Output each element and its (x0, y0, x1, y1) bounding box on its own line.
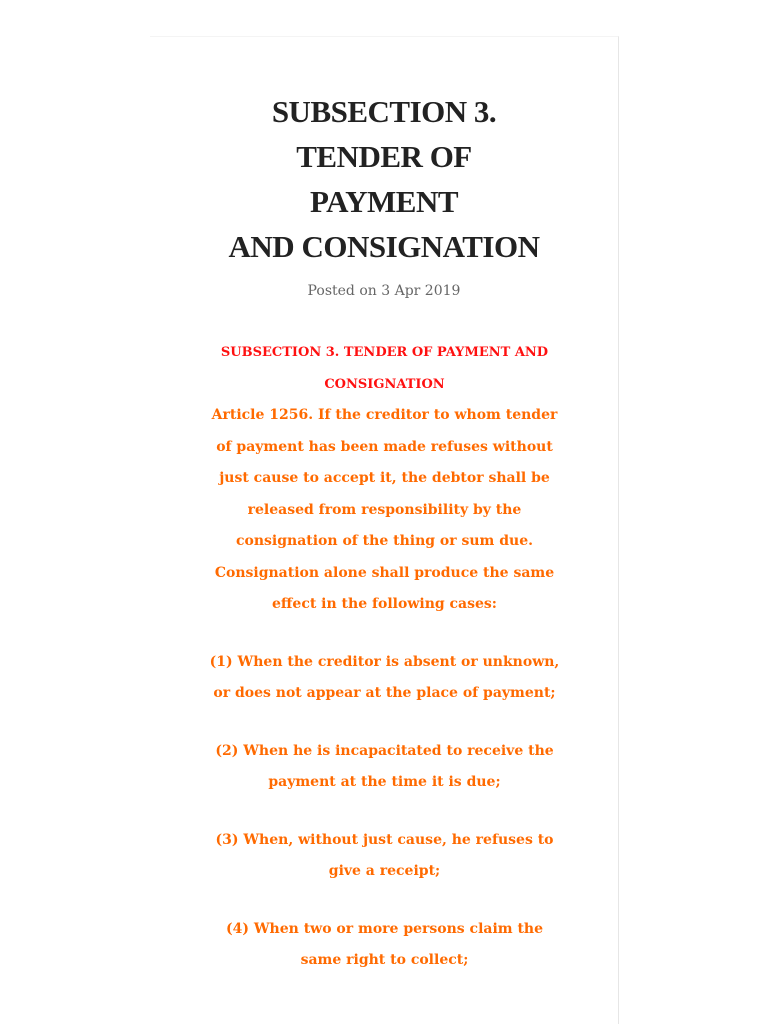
case-item: (1) When the creditor is absent or unknown, or does not appear at the place of payment; (209, 653, 560, 701)
post-card (150, 36, 619, 1024)
post-title-line: PAYMENT (309, 184, 459, 219)
post-title-line: AND CONSIGNATION (228, 229, 540, 264)
post-title-line: SUBSECTION 3. (271, 94, 497, 129)
post-title (150, 89, 618, 269)
post-content (208, 337, 561, 977)
case-item: (2) When he is incapacitated to receive the payment at the time it is due; (215, 742, 554, 790)
subsection-heading: SUBSECTION 3. TENDER OF PAYMENT AND CONSIGNATION (220, 345, 549, 392)
case-item: (4) When two or more persons claim the same right to collect; (225, 920, 544, 968)
article-paragraph: Article 1256. If the creditor to whom tender of payment has been made refuses without just cause to accept it, the debtor shall be released from responsibility by the consignation of the thing or sum due. Consignation alone shall produce the same effect in the following cases: (211, 407, 558, 612)
post-title-line: TENDER OF (296, 139, 472, 174)
case-item: (3) When, without just cause, he refuses to give a receipt; (215, 831, 554, 879)
post-date: Posted on 3 Apr 2019 (307, 283, 461, 299)
